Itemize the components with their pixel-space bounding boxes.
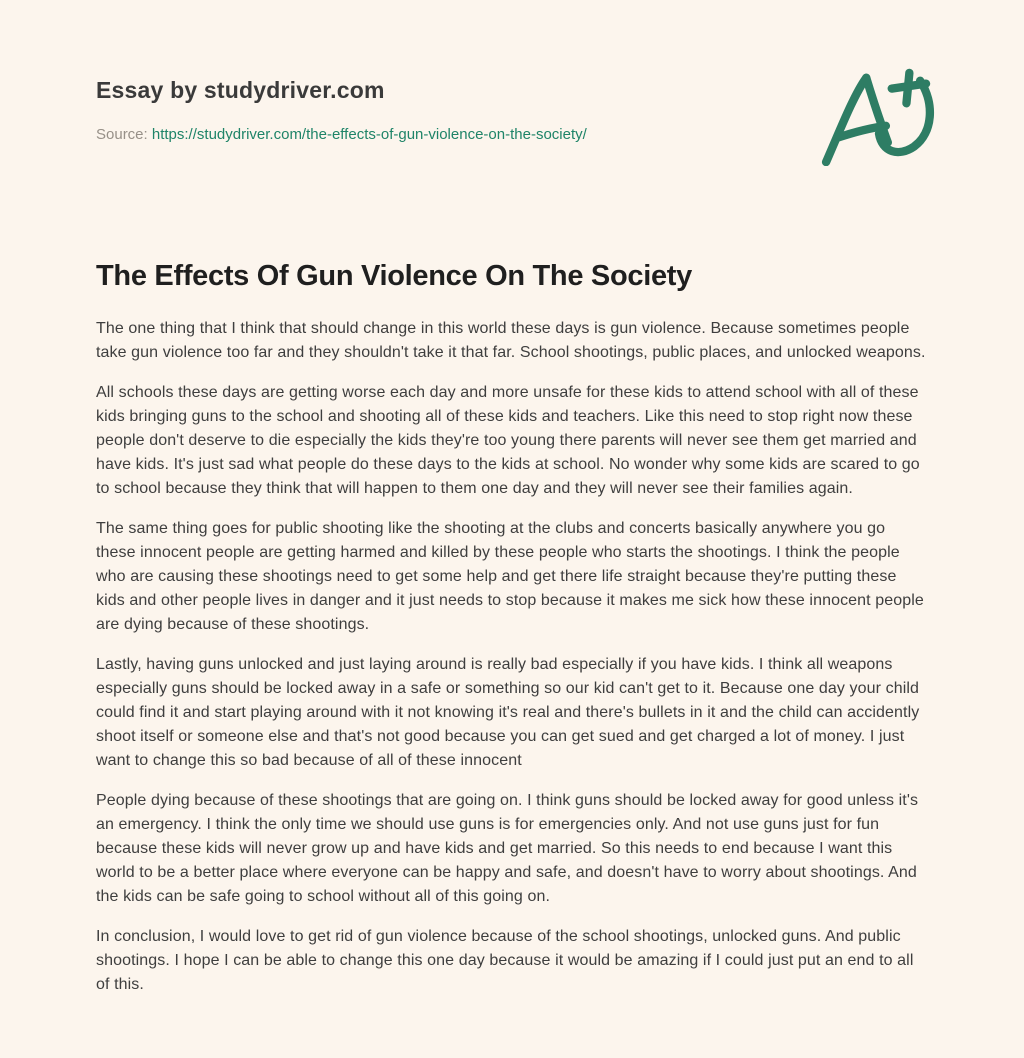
essay-paragraph: The one thing that I think that should change in this world these days is gun violence. Because sometimes people take gun violence too far and they shouldn't take it that far. School shootings, public places, and unlocked weapons.	[96, 320, 926, 361]
essay-paragraph: People dying because of these shootings that are going on. I think guns should be locked away for good unless it's an emergency. I think the only time we should use guns is for emergencies only. And not use guns just for fun because these kids will never grow up and have kids and get married. So this needs to end because I want this world to be a better place where everyone can be happy and safe, and doesn't have to worry about shootings. And the kids can be safe going to school without all of this going on.	[96, 792, 919, 905]
essay-header	[0, 0, 1024, 145]
essay-title: The Effects Of Gun Violence On The Society	[96, 260, 692, 292]
essay-paragraph: Lastly, having guns unlocked and just laying around is really bad especially if you have kids. I think all weapons especially guns should be locked away in a safe or something so our kid can't get to it. Because one day your child could find it and start playing around with it not knowing it's real and there's bullets in it and the child can accidently shoot itself or someone else and that's not good because you can get sued and get charged a lot of money. I just want to change this so bad because of all of these innocent	[96, 656, 920, 769]
source-line	[96, 125, 928, 145]
source-label: Source:	[96, 126, 148, 143]
a-plus-icon	[820, 68, 938, 166]
studydriver-logo	[820, 68, 938, 166]
essay-paragraph: The same thing goes for public shooting like the shooting at the clubs and concerts basically anywhere you go these innocent people are getting harmed and killed by these people who starts the shootings. I think the people who are causing these shootings need to get some help and get there life straight because they're putting these kids and other people lives in danger and it just needs to stop because it makes me sick how these innocent people are dying because of these shootings.	[96, 520, 924, 633]
source-link[interactable]: https://studydriver.com/the-effects-of-gun-violence-on-the-society/	[151, 126, 587, 143]
essay-article	[0, 259, 1024, 997]
essay-paragraph: In conclusion, I would love to get rid of gun violence because of the school shootings, unlocked guns. And public shootings. I hope I can be able to change this one day because it would be amazing if I could just put an end to all of this.	[96, 928, 914, 993]
essay-byline: Essay by studydriver.com	[96, 77, 385, 103]
essay-paragraph: All schools these days are getting worse each day and more unsafe for these kids to attend school with all of these kids bringing guns to the school and shooting all of these kids and teachers. Like this need to stop right now these people don't deserve to die especially the kids they're too young there parents will never see them get married and have kids. It's just sad what people do these days to the kids at school. No wonder why some kids are scared to go to school because they think that will happen to them one day and they will never see their families again.	[96, 384, 920, 497]
essay-body	[96, 317, 928, 997]
